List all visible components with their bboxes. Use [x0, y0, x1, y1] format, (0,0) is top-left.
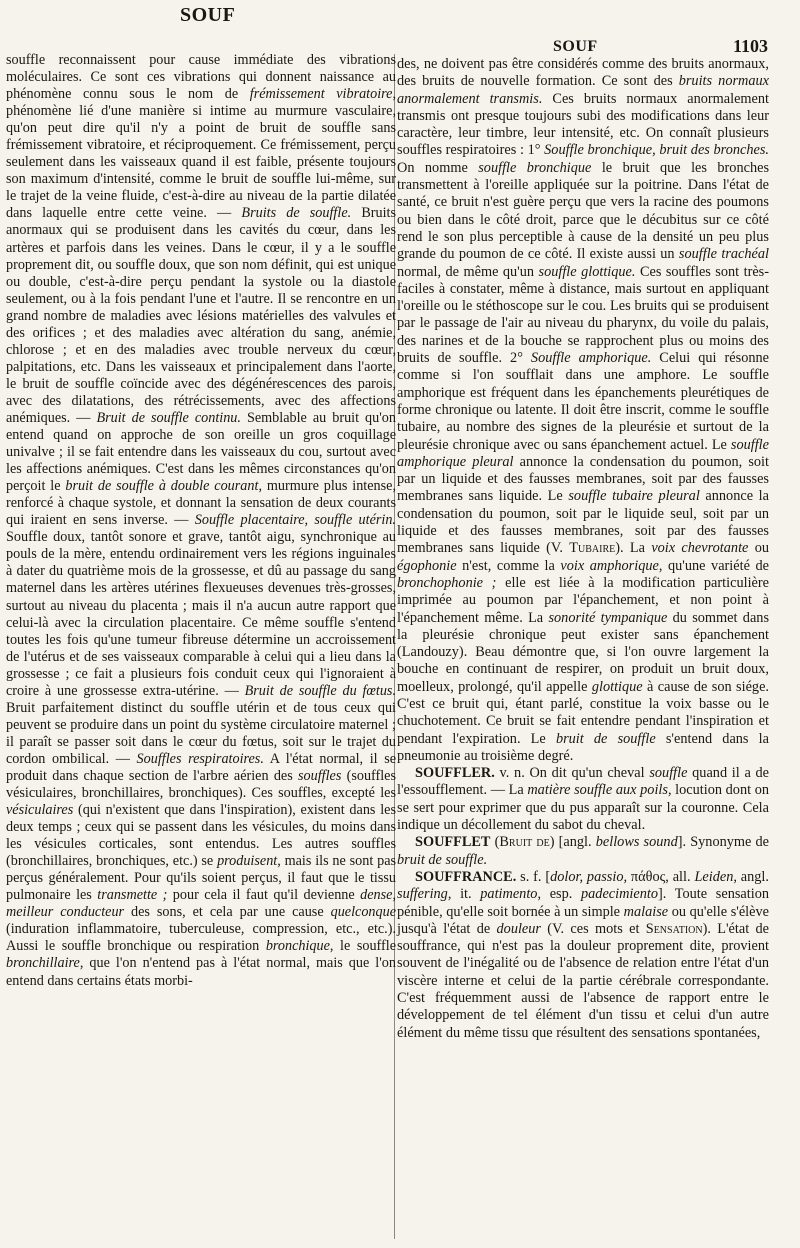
italic-run: glottique: [591, 678, 643, 695]
text-run: ]. Synonyme de: [677, 834, 770, 851]
italic-run: souffle bronchique: [478, 159, 592, 176]
text-run: des, ne doivent pas être considérés comme des bruits anormaux, des bruits de nouvelle formation. Ce sont des: [397, 56, 769, 90]
text-run: v. n. On dit qu'un cheval: [494, 765, 650, 782]
text-run: s. f. [: [516, 868, 551, 885]
text-run: souffle reconnaissent pour cause immédiate des vibrations moléculaires. Ce sont ces vibrations qui donnent naissance au phénomène connu sous le nom de: [6, 52, 396, 103]
italic-run: matière souffle aux poils: [527, 782, 668, 799]
entry-souffrance: [397, 869, 769, 1042]
italic-run: produisent: [217, 853, 278, 870]
running-head-left: SOUF: [180, 4, 236, 26]
text-run: ). L'état de souffrance, qui n'est pas la douleur proprement dite, provient souvent de l'inégalité ou de l'absence de relation entre l'état d'un viscère interne et celui de la partie cérébrale correspondante. C'est fréquemment aussi de l'absence de rapport entre le développement de tel élément d'un tissu et celui d'un autre élément du même tissu que résultent des sensations spontanées,: [397, 920, 769, 1041]
entry-souffle-continued: [397, 56, 769, 765]
text-run: ) [angl.: [549, 834, 596, 851]
text-run: à cause de son siége. C'est ce bruit qui, étant parlé, constitue la voix basse ou le chuchotement. Ce bruit se fait entendre pendant l'inspiration et pendant l'expiration. Le: [397, 678, 769, 747]
text-run: , mais ils ne sont pas perçus généralement. Pour qu'ils soient perçus, il faut que le tissu pulmonaire les: [6, 853, 397, 904]
italic-run: dense, meilleur conducteur: [6, 887, 396, 921]
text-run: On nomme: [397, 159, 479, 176]
text-run: n'est, comme la: [456, 557, 561, 574]
text-run: s'entend dans la pneumonie au troisième degré.: [397, 730, 769, 764]
italic-run: Bruit de souffle du fœtus.: [244, 682, 396, 699]
text-run: Bruit parfaitement distinct du souffle utérin et de tous ceux qui peuvent se produire dans un point du système circulatoire maternel ; il paraît se passer soit dans le cœur du fœtus, soit sur le trajet du cordon ombilical. —: [6, 699, 396, 767]
text-run: πάθος, all.: [627, 868, 695, 885]
italic-run: patimento: [480, 886, 538, 903]
italic-run: sonorité tympanique: [548, 609, 668, 626]
italic-run: voix amphorique: [560, 557, 659, 574]
italic-run: bellows sound: [595, 834, 678, 851]
text-run: Celui qui résonne comme si l'on soufflait dans une amphore. Le souffle amphorique est fréquent dans les épanchements pleurétiques de forme chronique ou latente. Il doit être inscrit, comme le souffle tubaire, au nombre des signes de la pleurésie et surtout de la pleurésie chronique avec ou sans épanchement actuel. Le: [397, 350, 769, 453]
headword: SOUFFLER.: [415, 765, 495, 782]
text-run: , phénomène lié d'une manière si intime au murmure vasculaire, qu'on peut dire qu'il n'y a point de bruit de souffle sans frémissement vibratoire, et réciproquement. Ce frémissement, perçu seulement dans les vaisseaux quand il est faible, présente toujours son maximum d'intensité, comme le bruit de souffle lui-même, sur le trajet de la veine fluide, c'est-à-dire au niveau de la partie dilatée dans laquelle entre cette veine. —: [6, 86, 396, 222]
italic-run: bronchillaire: [6, 955, 80, 972]
text-run: (V. ces mots et: [541, 920, 646, 937]
text-run: ou: [748, 540, 769, 557]
text-run: (induration inflammatoire, tuberculeuse, compression, etc., etc.). Aussi le souffle bronchique ou respiration: [6, 921, 396, 955]
italic-run: souffle trachéal: [678, 246, 770, 263]
text-run: ). La: [615, 540, 652, 557]
italic-run: dolor, passio,: [550, 868, 628, 885]
text-run: des sons, et cela par une cause: [124, 904, 331, 921]
text-run: , que l'on n'entend pas à l'état normal, mais que l'on entend dans certains états morbi-: [6, 955, 396, 989]
italic-run: bruit de souffle à double courant: [65, 478, 259, 495]
text-run: A l'état normal, il se produit dans chaque section de l'arbre aérien des: [6, 750, 397, 784]
small-caps-run: Sensation: [645, 920, 703, 937]
text-run: le bruit que les bronches transmettent à l'oreille appliquée sur la poitrine. Dans l'état de santé, ce bruit n'est guère perçu que vers la racine des poumons ou bien dans le côté droit, parce que le décubitus sur ce côté rend le son plus perceptible à cause de la densité un peu plus grande du poumon de ce côté. Il existe aussi un: [397, 159, 770, 263]
headword: SOUFFRANCE.: [415, 868, 517, 885]
text-run: (qui n'existent que dans l'inspiration), existent dans les deux temps ; ceux qui se passent dans les vésicules, du moins dans les vésicules corticales, sont entendus. Les autres souffles (bronchillaires, bronchiques, etc.) se: [6, 802, 396, 870]
italic-run: souffle amphorique pleural: [397, 436, 769, 470]
italic-run: bronchophonie ;: [397, 574, 497, 591]
text-run: annonce la condensation du poumon, soit par un liquide et des fausses membranes, soit par des fausses membranes sans liquide. Le: [397, 453, 769, 505]
italic-run: quelconque: [330, 904, 396, 921]
text-run: , angl.: [733, 868, 769, 885]
right-column: [397, 56, 769, 1042]
italic-run: bruit de souffle.: [397, 851, 488, 868]
entry-souffler: [397, 765, 769, 834]
italic-run: Bruits de souffle.: [241, 205, 352, 222]
italic-run: souffle glottique.: [538, 263, 636, 280]
italic-run: souffles: [298, 767, 342, 784]
text-run: , it.: [447, 886, 481, 903]
text-run: Ces bruits normaux anormalement transmis ont presque toujours subi des modifications dans leur caractère, leur timbre, leur intensité, etc. On connaît plusieurs souffles respiratoires : 1°: [397, 90, 770, 159]
text-run: , murmure plus intense, renforcé à chaque systole, et donnant la sensation de deux courants qui iraient en sens inverse. —: [6, 478, 396, 529]
headword: SOUFFLET: [415, 834, 491, 851]
page-number: 1103: [733, 36, 769, 56]
text-run: (: [490, 834, 500, 851]
entry-soufflet: [397, 834, 769, 869]
text-run: elle est liée à la modification particulière imprimée au poumon par l'épanchement, et non point à l'épanchement même. La: [397, 574, 769, 626]
italic-run: douleur: [496, 920, 541, 937]
text-run: quand il a de l'essoufflement. — La: [397, 765, 769, 799]
italic-run: Souffle placentaire, souffle utérin.: [194, 512, 396, 529]
text-run: ou qu'elle s'élève jusqu'à l'état de: [397, 903, 769, 937]
text-run: , esp.: [537, 886, 581, 903]
text-run: pour cela il faut qu'il devienne: [167, 887, 361, 904]
text-run: , locution dont on se sert pour exprimer que du pus apparaît sur la couronne. Cela indique un décollement du sabot du cheval.: [397, 782, 769, 834]
italic-run: transmette ;: [97, 887, 168, 904]
small-caps-run: Tubaire: [569, 540, 616, 557]
italic-run: bronchique: [265, 938, 330, 955]
text-run: Ces souffles sont très-faciles à constater, même à distance, mais surtout en appliquant l'oreille ou le stéthoscope sur le cou. Les bruits qui se produisent par le passage de l'air au niveau du pharynx, du voile du palais, des narines et de la bouche se rapprochent plus ou moins des bruits de souffle. 2°: [397, 263, 769, 367]
left-column: [6, 52, 396, 990]
italic-run: bruit de souffle: [555, 730, 656, 747]
italic-run: égophonie: [397, 557, 457, 574]
text-run: du sommet dans la pleurésie chronique peut exister sans épanchement (Landouzy). Beau démontre que, si l'on ouvre largement la bouche en continuant de respirer, on produit un bruit doux, moelleux, prolongé, qu'il appelle: [397, 609, 770, 695]
text-run: , le souffle: [329, 938, 396, 955]
running-head-right: SOUF: [553, 38, 598, 55]
italic-run: frémissement vibratoire: [249, 86, 393, 103]
italic-run: Leiden: [694, 868, 734, 885]
italic-run: Bruit de souffle continu.: [96, 409, 241, 426]
italic-run: vésiculaires: [6, 802, 74, 819]
text-run: annonce la condensation du poumon, soit par le liquide seul, soit par un liquide et des fausses membranes, soit par des fausses membranes sans liquide (V.: [397, 488, 769, 557]
italic-run: malaise: [623, 903, 669, 920]
italic-run: voix chevrotante: [651, 540, 749, 557]
italic-run: padecimiento: [581, 886, 659, 903]
text-run: ]. Toute sensation pénible, qu'elle soit bornée à un simple: [397, 886, 769, 920]
italic-run: Souffles respiratoires.: [136, 750, 264, 767]
text-run: normal, de même qu'un: [397, 263, 539, 280]
italic-run: bruits normaux anormalement transmis.: [397, 73, 769, 107]
italic-run: souffle: [649, 765, 688, 782]
italic-run: suffering: [397, 886, 448, 903]
small-caps-run: Bruit de: [499, 834, 550, 851]
italic-run: Souffle bronchique, bruit des bronches.: [544, 142, 769, 159]
text-run: , qu'une variété de: [658, 557, 769, 574]
text-run: Semblable au bruit qu'on entend quand on approche de son oreille un gros coquillage univalve ; il se fait entendre dans les vaisseaux du cou, surtout avec les affections anémiques. C'est dans les mêmes circonstances qu'on perçoit le: [6, 409, 396, 495]
italic-run: souffle tubaire pleural: [568, 488, 700, 505]
text-run: (souffles vésiculaires, bronchillaires, bronchiques). Ces souffles, excepté les: [6, 767, 397, 802]
left-column-text: [6, 52, 396, 990]
italic-run: Souffle amphorique.: [530, 350, 652, 367]
text-run: Bruits anormaux qui se produisent dans les cavités du cœur, dans les artères et parfois dans les veines. Dans le cœur, il y a le souffle proprement dit, ou souffle doux, que son nom définit, qui est unique ou double, c'est-à-dire perçu pendant la systole ou la diastole seulement, ou à la fois pendant l'une et l'autre. Il se rencontre en un grand nombre de maladies avec lésions matérielles des valvules et des orifices ; et des maladies avec altération du sang, anémie, chlorose ; et en des maladies avec trouble nerveux du cœur, palpitations, etc. Dans les vaisseaux et principalement dans l'aorte, le bruit de souffle coïncide avec des dégénérescences des parois, avec des dilatations, des rétrécissements, avec des affections anémiques. —: [6, 205, 397, 426]
text-run: Souffle doux, tantôt sonore et grave, tantôt aigu, synchronique au pouls de la mère, entendu ordinairement vers les régions inguinales à dater du quatrième mois de la grossesse, et dû au passage du sang maternel dans les artères utérines flexueuses devenues très-grosses, surtout au niveau du placenta ; mais il n'a aucun autre rapport que celui-là avec la circulation placentaire. Ce même souffle s'entend toutes les fois qu'une tumeur fibreuse détermine un accroissement de l'utérus et de ses vaisseaux comparable à celui qui a lieu dans la grossesse ; ce fait a plusieurs fois conduit ceux qui l'ignoraient à croire à une grossesse extra-utérine. —: [6, 529, 396, 699]
